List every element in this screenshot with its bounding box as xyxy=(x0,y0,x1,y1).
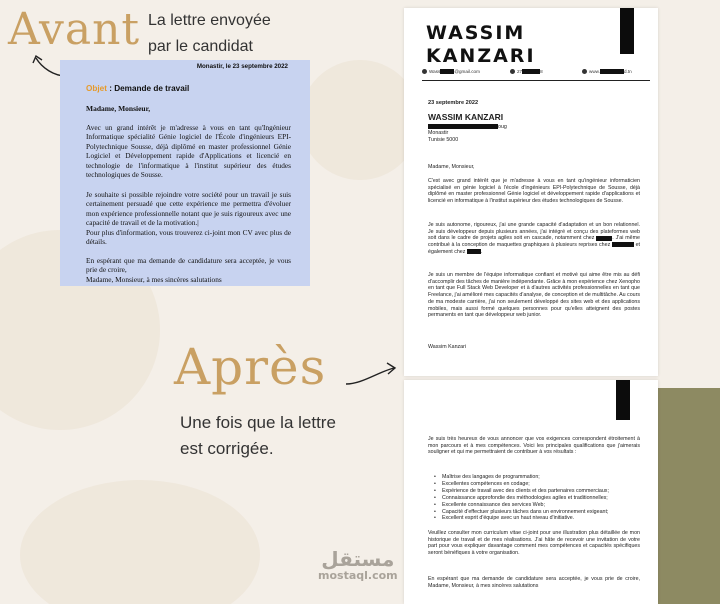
redacted-block xyxy=(600,69,624,74)
skill-item: • Expérience de travail avec des clients et des partenaires commerciaux; xyxy=(436,488,641,495)
before-letter-paragraph: En espérant que ma demande de candidature sera acceptée, je vous prie de croire, xyxy=(86,256,291,275)
apres-arrow-icon xyxy=(342,358,402,388)
redacted-block xyxy=(596,236,612,241)
apres-title: Après xyxy=(174,338,327,396)
watermark-site: mostaql.com xyxy=(318,569,398,582)
watermark-logo: مستقل xyxy=(321,547,395,571)
skill-item: • Capacité d'effectuer plusieurs tâches dans un environnement exigeant; xyxy=(436,509,641,516)
before-letter-object xyxy=(86,84,189,93)
skill-item: • Maîtrise des langages de programmation; xyxy=(436,474,641,481)
apres-caption-line1: Une fois que la lettre xyxy=(180,413,336,432)
black-tab xyxy=(616,380,630,420)
before-letter-closing: Madame, Monsieur, à mes sincères salutations xyxy=(86,275,222,284)
sender-block xyxy=(428,100,640,144)
before-letter xyxy=(60,60,310,286)
letter-postal: Tunisie 5000 xyxy=(428,137,459,144)
decorative-blob xyxy=(20,480,260,604)
header-divider xyxy=(422,80,650,81)
redacted-block xyxy=(440,69,454,74)
phone-icon xyxy=(510,69,515,74)
letter-date: 23 septembre 2022 xyxy=(428,100,479,106)
skill-item: • Excellentes compétences en codage; xyxy=(436,481,641,488)
contact-email: Wass @gmail.com xyxy=(422,69,480,74)
letter-closing: En espérant que ma demande de candidature sera acceptée, je vous prie de croire, Madame, Monsieur, à mes sincères salutations xyxy=(428,576,640,589)
skill-item: • Connaissance approfondie des méthodologies agiles et traditionnelles; xyxy=(436,495,641,502)
after-letter-page-2 xyxy=(404,380,658,604)
object-label: Objet xyxy=(86,84,107,93)
redacted-block xyxy=(467,249,481,254)
header-name xyxy=(426,22,536,68)
avant-caption-line2: par le candidat xyxy=(148,38,253,55)
letter-paragraph: Je suis autonome, rigoureux, j'ai une grande capacité d'adaptation et un bon relationnel. Je suis développeur depuis plusieurs années, j'ai intégré et conçu des plateformes web soit dans le cadre de projets agiles soit en cascade, notamment chez . J'ai même contribué à la conception de maquettes graphiques à plusieurs reprises chez et également chez . xyxy=(428,222,640,255)
globe-icon xyxy=(582,69,587,74)
skill-item: • Excellent esprit d'équipe avec un haut niveau d'initiative. xyxy=(436,515,641,522)
before-letter-paragraph: Pour plus d'information, vous trouverez ci-joint mon CV avec plus de détails. xyxy=(86,228,291,247)
after-letter-page-1 xyxy=(404,8,658,376)
apres-caption-line2: est corrigée. xyxy=(180,439,274,458)
before-letter-date: Monastir, le 23 septembre 2022 xyxy=(196,63,288,70)
apres-caption xyxy=(180,410,336,462)
skills-list xyxy=(436,474,641,522)
letter-address: oug xyxy=(428,124,640,131)
avant-caption xyxy=(148,8,271,60)
redacted-block xyxy=(612,242,634,247)
avant-title: Avant xyxy=(8,4,141,55)
redacted-block xyxy=(522,69,540,74)
letter-salutation: Madame, Monsieur, xyxy=(428,164,475,170)
decorative-blob xyxy=(300,60,420,180)
email-icon xyxy=(422,69,427,74)
letter-paragraph: C'est avec grand intérêt que je m'adresse à vous en tant qu'ingénieur informaticien spécialisé en génie logiciel à l'école d'ingénieurs EPI-Polytechnique de Sousse, déjà diplômé en master professionnel Génie logiciel et développement rapide d'applications et licencié en informatique à l'institut supérieur des études technologiques de Sousse. xyxy=(428,178,640,205)
letter-signature: Wassim Kanzari xyxy=(428,344,467,350)
letter-paragraph: Je suis très heureux de vous annoncer que vos exigences correspondent étroitement à mon parcours et à mes compétences. Voici les principales qualifications que j'aimerais souligner et qui me permettraient de contribuer à vos résultats : xyxy=(428,436,640,456)
header-last-name: KANZARI xyxy=(426,45,536,67)
letter-sender-name: WASSIM KANZARI xyxy=(428,111,504,122)
letter-city: Monastir xyxy=(428,130,449,137)
avant-caption-line1: La lettre envoyée xyxy=(148,12,271,29)
skill-item: • Excellente connaissance des services Web; xyxy=(436,502,641,509)
header-first-name: WASSIM xyxy=(426,22,526,44)
redacted-block xyxy=(428,124,498,129)
before-letter-salutation: Madame, Monsieur, xyxy=(86,104,151,113)
before-letter-paragraph: Avec un grand intérêt je m'adresse à vous en tant qu'Ingénieur Informatique spécialité Génie logiciel de l'École d'ingénieurs EPI-Polytechnique Sousse, déjà diplômé en master professionnel Génie Logiciel et Développement rapide d'Applications et licencié en technologie de l'informatique à l'institut supérieur des études technologiques de Sousse. xyxy=(86,123,291,180)
contact-phone: 27 8 xyxy=(510,69,543,74)
letter-paragraph: Veuillez consulter mon curriculum vitae ci-joint pour une illustration plus détaillée de mon historique de travail et de mes réalisations. J'ai hâte de recevoir une invitation de votre part pour vous expliquer davantage comment mes compétences et capacités spécifiques seront bénéfiques à votre organisation. xyxy=(428,530,640,557)
mostaql-watermark xyxy=(318,548,398,582)
contact-row xyxy=(422,68,652,78)
object-text: : Demande de travail xyxy=(106,84,190,93)
contact-website: www. d.tn xyxy=(582,69,632,74)
black-tab xyxy=(620,8,634,54)
letter-paragraph: Je suis un membre de l'équipe informatique confiant et motivé qui aime être mis au défi d'accomplir des tâches de manière indépendante. Grâce à mon expérience chez Xenopho en tant que Full Stack Web Developer et à d'autres activités professionnelles en tant que Freelance, j'ai amélioré mes capacités d'analyse, de conception et de multitâche. Au cours de ma modeste carrière, j'ai non seulement développé des sites web et des applications mobiles, mais aussi formé quelques personnes pour qu'elles atteignent des postes permanents en tant que développeur web junior. xyxy=(428,272,640,319)
before-letter-paragraph: Je souhaite si possible rejoindre votre société pour un travail je suis certainement persuadé que cette expérience me permettra d'évoluer mon expérience professionnelle notant que je suis rigoureux avec une capacité de travail et de la motivation.| xyxy=(86,190,291,228)
